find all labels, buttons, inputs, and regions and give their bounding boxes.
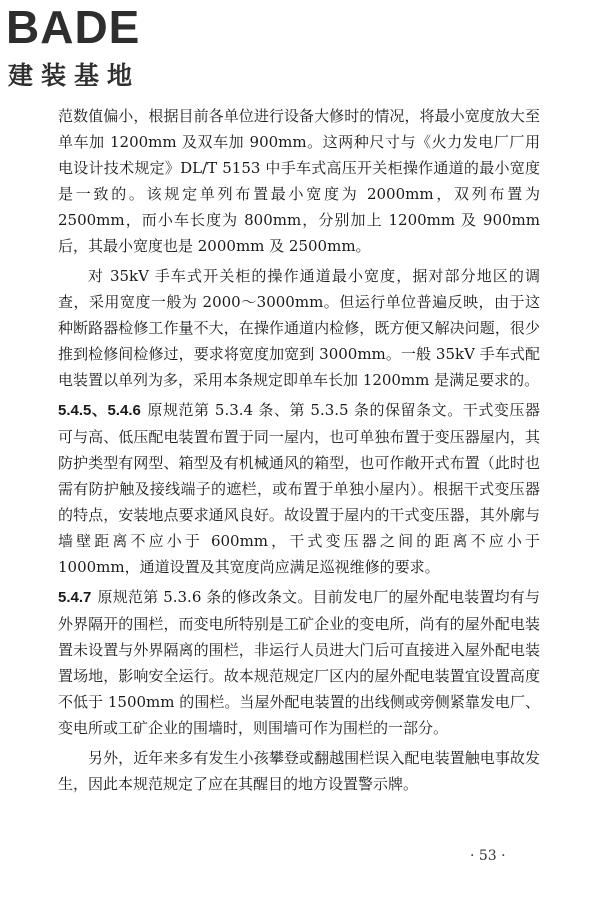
publisher-logo xyxy=(6,1,181,92)
clause-5-4-5-5-4-6 xyxy=(58,397,540,580)
page-number: · 53 · xyxy=(470,848,506,864)
paragraph-35kv: 对 35kV 手车式开关柜的操作通道最小宽度，据对部分地区的调查，采用宽度一般为 2000～3000mm。但运行单位普遍反映，由于这种断路器检修工作量不大，在操作通道内检修，既方便又解决问题，很少推到检修间检修过，要求将宽度加宽到 3000mm。一般 35kV 手车式配电装置以单列为多，采用本条规定即单车长加 1200mm 是满足要求的。 xyxy=(58,267,540,389)
clause-5-4-7 xyxy=(58,584,540,741)
page-body xyxy=(58,103,540,797)
logo-wordmark: BADE xyxy=(6,1,141,53)
clause-number: 5.4.7 xyxy=(58,589,92,606)
logo-subtitle: 建装基地 xyxy=(8,61,141,90)
clause-text: 原规范第 5.3.4 条、第 5.3.5 条的保留条文。干式变压器可与高、低压配电装置布置于同一屋内，也可单独布置于变压器屋内，其防护类型有网型、箱型及有机械通风的箱型，也可作敞开式布置（此时也需有防护触及接线端子的遮栏，或布置于单独小屋内）。根据干式变压器的特点，安装地点要求通风良好。故设置于屋内的干式变压器，其外廓与墙壁距离不应小于 600mm，干式变压器之间的距离不应小于 1000mm，通道设置及其宽度尚应满足巡视维修的要求。 xyxy=(58,401,540,576)
paragraph-continued: 范数值偏小，根据目前各单位进行设备大修时的情况，将最小宽度放大至单车加 1200mm 及双车加 900mm。这两种尺寸与《火力发电厂厂用电设计技术规定》DL/T 5153 中手车式高压开关柜操作通道的最小宽度是一致的。该规定单列布置最小宽度为 2000mm，双列布置为 2500mm，而小车长度为 800mm，分别加上 1200mm 及 900mm 后，其最小宽度也是 2000mm 及 2500mm。 xyxy=(58,107,540,255)
clause-text: 原规范第 5.3.6 条的修改条文。目前发电厂的屋外配电装置均有与外界隔开的围栏，而变电所特别是工矿企业的变电所，尚有的屋外配电装置未设置与外界隔离的围栏，非运行人员进大门后可直接进入屋外配电装置场地，影响安全运行。故本规范规定厂区内的屋外配电装置宜设置高度不低于 1500mm 的围栏。当屋外配电装置的出线侧或旁侧紧靠发电厂、变电所或工矿企业的围墙时，则围墙可作为围栏的一部分。 xyxy=(58,588,540,737)
clause-number: 5.4.5、5.4.6 xyxy=(58,402,141,419)
paragraph-warning-sign: 另外，近年来多有发生小孩攀登或翻越围栏误入配电装置触电事故发生，因此本规范规定了应在其醒目的地方设置警示牌。 xyxy=(58,749,540,793)
